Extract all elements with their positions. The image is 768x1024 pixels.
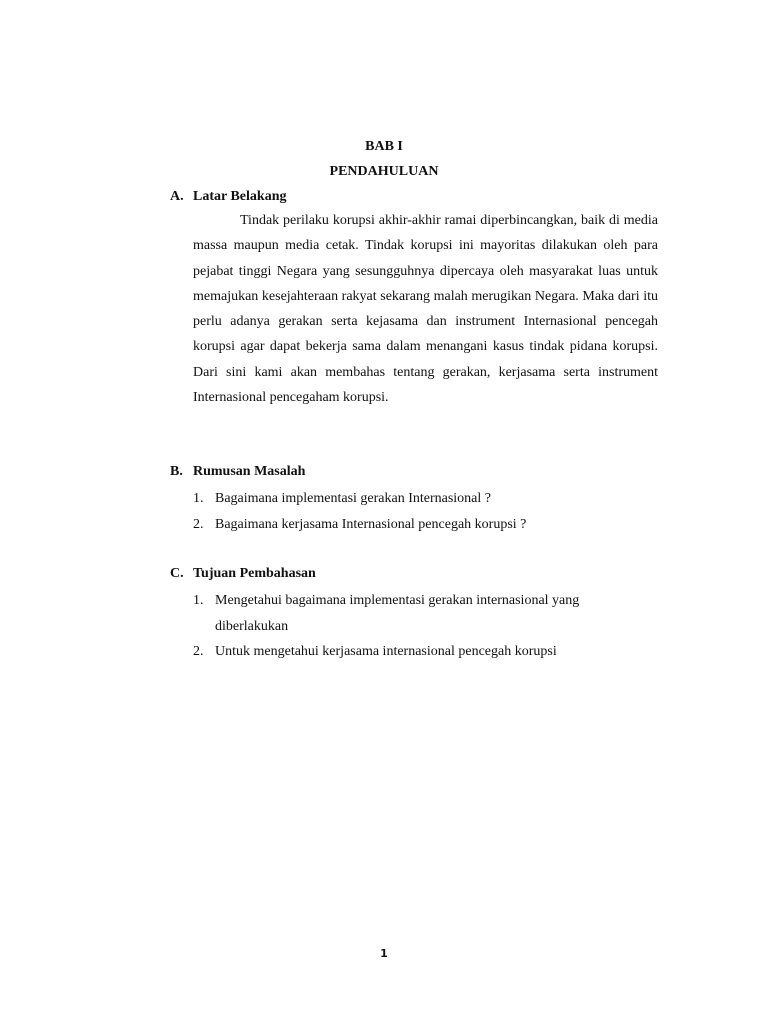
list-item (193, 588, 633, 639)
list-item-text: Untuk mengetahui kerjasama internasional pencegah korupsi (215, 644, 557, 659)
section-heading-latar-belakang (170, 189, 286, 205)
chapter-number: BAB I (365, 139, 403, 154)
section-title: Tujuan Pembahasan (193, 566, 316, 581)
list-item-number: 2. (193, 516, 204, 532)
section-letter: C. (170, 566, 184, 581)
list-item-number: 1. (193, 491, 204, 506)
chapter-title: PENDAHULUAN (329, 164, 439, 179)
objective-list (193, 588, 633, 665)
section-letter: B. (170, 464, 183, 479)
list-item-text: Bagaimana kerjasama Internasional pencegah korupsi ? (215, 516, 527, 532)
list-item-text: Mengetahui bagaimana implementasi gerakan internasional yang diberlakukan (215, 593, 580, 634)
list-item (193, 639, 633, 665)
background-paragraph: Tindak perilaku korupsi akhir-akhir ramai diperbincangkan, baik di media massa maupun media cetak. Tindak korupsi ini mayoritas dilakukan oleh para pejabat tinggi Negara yang sesungguhnya dipercaya oleh masyarakat luas untuk memajukan kesejahteraan rakyat sekarang malah merugikan Negara. Maka dari itu perlu adanya gerakan serta kejasama dan instrument Internasional pencegah korupsi agar dapat bekerja sama dalam menangani kasus tindak pidana korupsi. Dari sini kami akan membahas tentang gerakan, kerjasama serta instrument Internasional pencegaham korupsi. (193, 213, 658, 406)
section-heading-rumusan-masalah (170, 464, 305, 480)
section-title: Rumusan Masalah (193, 464, 306, 479)
list-item-number: 1. (193, 593, 204, 608)
list-item-text: Bagaimana implementasi gerakan Internasional ? (215, 491, 492, 506)
page-number: 1 (380, 947, 388, 960)
problem-list (193, 486, 663, 537)
list-item (193, 486, 663, 512)
section-letter: A. (170, 189, 184, 204)
section-title: Latar Belakang (193, 189, 287, 204)
section-heading-tujuan-pembahasan (170, 566, 316, 582)
list-item (193, 512, 663, 538)
list-item-number: 2. (193, 644, 204, 659)
